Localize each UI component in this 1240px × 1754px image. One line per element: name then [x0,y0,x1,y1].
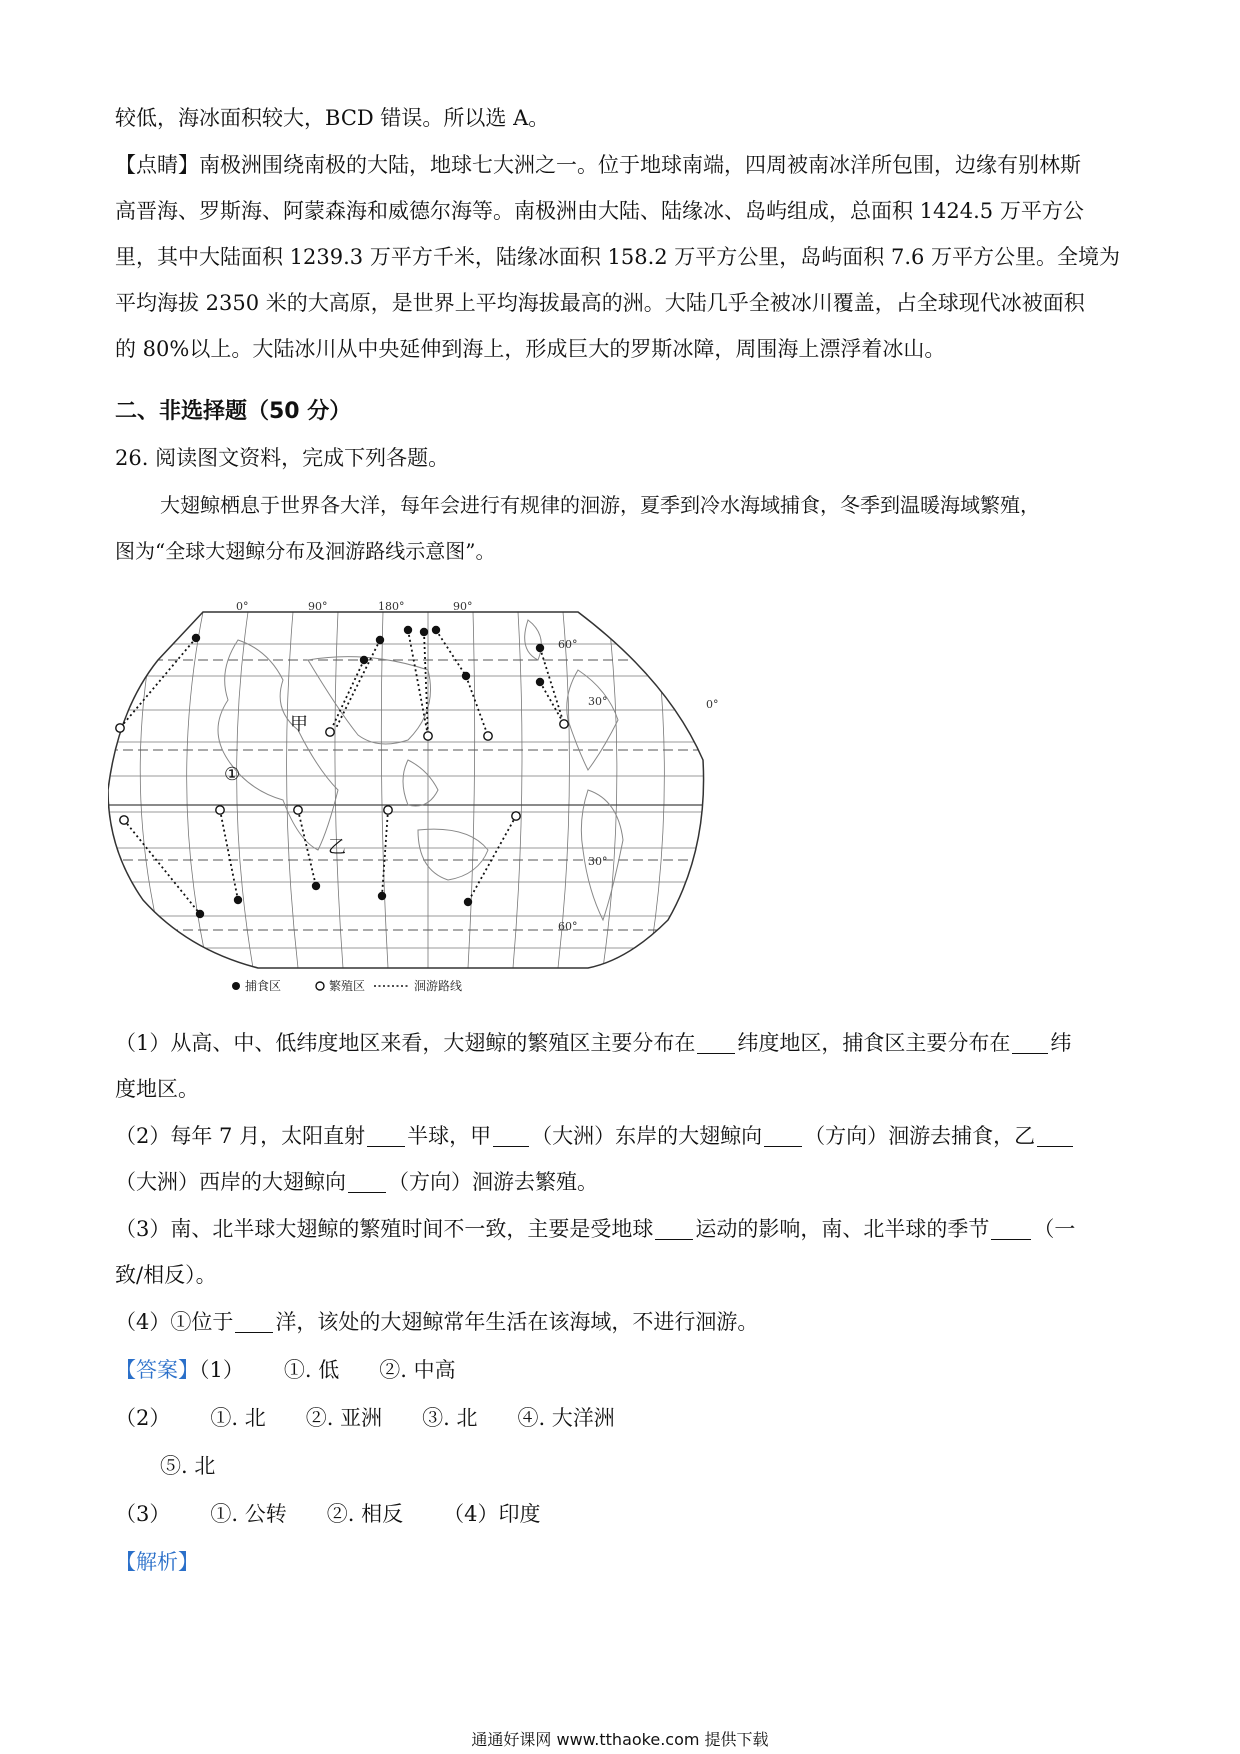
answer-num: （1） [199,1358,244,1382]
dianjing-text: 南极洲围绕南极的大陆，地球七大洲之一。位于地球南端，四周被南冰洋所包围，边缘有别林斯 [199,153,1081,177]
coastlines [218,620,623,920]
migration-route [220,810,238,900]
question-1-cont: 度地区。 [115,1077,199,1101]
feeding-legend-icon [232,982,240,990]
migration-route [408,630,428,736]
answer-item: ①. 低 [283,1358,340,1382]
answer-item: ③. 北 [422,1406,478,1430]
answer-item: ④. 大洋洲 [517,1406,615,1430]
breeding-area-dot [424,732,432,740]
migration-route [468,816,516,902]
answer-blank[interactable] [1012,1031,1048,1054]
answer-blank[interactable] [991,1217,1031,1240]
question-2-cont [115,1167,598,1197]
analysis-tag: 【解析】 [115,1550,199,1574]
text-line: 的 80%以上。大陆冰川从中央延伸到海上，形成巨大的罗斯冰障，周围海上漂浮着冰山。 [115,337,946,361]
feeding-area-dot [420,628,428,636]
answer-blank[interactable] [493,1124,529,1147]
map-legend [232,978,462,993]
answer-item: ②. 相反 [326,1502,404,1526]
text-line: 高晋海、罗斯海、阿蒙森海和威德尔海等。南极洲由大陆、陆缘冰、岛屿组成，总面积 1424.5 万平方公 [115,199,1084,223]
lat-label: 30° [588,855,608,868]
q2-text-d: （方向）洄游去捕食，乙 [804,1124,1036,1148]
lon-label: 90° [308,600,328,613]
legend-breeding: 繁殖区 [329,979,366,993]
answer-blank[interactable] [697,1031,735,1054]
q2-text-b: 半球，甲 [407,1124,492,1148]
q3-text-a: （3）南、北半球大翅鲸的繁殖时间不一致，主要是受地球 [115,1217,654,1241]
question-2 [115,1121,1075,1151]
q2-text-f: （方向）洄游去繁殖。 [388,1170,598,1194]
answer-item: ⑤. 北 [160,1454,216,1478]
q2-text-a: （2）每年 7 月，太阳直射 [115,1124,366,1148]
breeding-area-dot [384,806,392,814]
answer-blank[interactable] [1037,1124,1073,1147]
lat-label: 60° [558,920,578,933]
breeding-area-dot [326,728,334,736]
answer-blank[interactable] [764,1124,802,1147]
answer-blank[interactable] [348,1170,386,1193]
section-heading: 二、非选择题（50 分） [115,399,352,424]
dianjing-tag: 【点睛】 [115,153,199,177]
answer-blank[interactable] [655,1217,693,1240]
dianjing-line [115,150,1081,180]
answer-item: ①. 北 [210,1406,266,1430]
feeding-area-dot [464,898,472,906]
answer-line-1 [115,1355,456,1385]
question-1 [115,1028,1071,1058]
breeding-area-dot [116,724,124,732]
material-text: 大翅鲸栖息于世界各大洋，每年会进行有规律的洄游，夏季到冷水海域捕食，冬季到温暖海域繁殖， [160,493,1040,517]
label-yi: 乙 [328,837,346,858]
legend-route: 洄游路线 [414,979,463,993]
answer-line-2 [115,1403,615,1433]
question-stem: 26. 阅读图文资料，完成下列各题。 [115,446,450,470]
label-jia: 甲 [290,714,308,735]
feeding-area-dot [376,636,384,644]
feeding-area-dot [536,678,544,686]
answer-item: ②. 中高 [379,1358,456,1382]
q4-text-b: 洋，该处的大翅鲸常年生活在该海域，不进行洄游。 [275,1310,759,1334]
lat-label: 0° [706,698,719,711]
migration-routes [116,626,568,918]
migration-route [540,682,564,724]
q3-text-c: （一 [1033,1217,1076,1241]
answer-blank[interactable] [367,1124,405,1147]
q2-text-c: （大洲）东岸的大翅鲸向 [531,1124,763,1148]
q2-text-e: （大洲）西岸的大翅鲸向 [115,1170,346,1194]
feeding-area-dot [312,882,320,890]
feeding-area-dot [462,672,470,680]
lon-label: 180° [378,600,405,613]
q4-text-a: （4）①位于 [115,1310,234,1334]
legend-feeding: 捕食区 [245,979,282,993]
breeding-area-dot [512,812,520,820]
answer-blank[interactable] [235,1310,273,1333]
lon-label: 90° [453,600,473,613]
feeding-area-dot [234,896,242,904]
answer-item: ②. 亚洲 [305,1406,383,1430]
feeding-area-dot [192,634,200,642]
text-line: 较低，海冰面积较大，BCD 错误。所以选 A。 [115,106,550,130]
q3-text-b: 运动的影响，南、北半球的季节 [695,1217,990,1241]
breeding-area-dot [294,806,302,814]
q1-text-b: 纬度地区，捕食区主要分布在 [737,1031,1011,1055]
breeding-area-dot [120,816,128,824]
feeding-area-dot [360,656,368,664]
q1-text-c: 纬 [1050,1031,1072,1055]
migration-route [540,648,564,724]
feeding-area-dot [196,910,204,918]
feeding-area-dot [378,892,386,900]
answer-num: （3） [115,1502,171,1526]
question-3 [115,1214,1075,1244]
question-4 [115,1307,758,1337]
lat-label: 60° [558,638,578,651]
breeding-area-dot [560,720,568,728]
breeding-legend-icon [316,982,324,990]
answer-item: ①. 公转 [210,1502,287,1526]
breeding-area-dot [484,732,492,740]
whale-migration-map [108,600,728,1020]
migration-route [120,638,196,728]
answer-item: （4）印度 [443,1502,541,1526]
question-3-cont: 致/相反）。 [115,1263,217,1287]
q1-text-a: （1）从高、中、低纬度地区来看，大翅鲸的繁殖区主要分布在 [115,1031,696,1055]
material-text: 图为“全球大翅鲸分布及洄游路线示意图”。 [115,539,496,563]
text-line: 里，其中大陆面积 1239.3 万平方千米，陆缘冰面积 158.2 万平方公里，岛屿面积 7.6 万平方公里。全境为 [115,245,1121,269]
answer-tag: 【答案】 [115,1358,199,1382]
feeding-area-dot [404,626,412,634]
feeding-area-dot [536,644,544,652]
migration-route [436,630,488,736]
text-line: 平均海拔 2350 米的大高原，是世界上平均海拔最高的洲。大陆几乎全被冰川覆盖，占全球现代冰被面积 [115,291,1085,315]
breeding-area-dot [216,806,224,814]
feeding-area-dot [432,626,440,634]
footer-credit: 通通好课网 www.tthaoke.com 提供下载 [471,1730,769,1749]
answer-num: （2） [115,1406,171,1430]
lon-label: 0° [236,600,249,613]
answer-line-3 [115,1499,540,1529]
label-1: ① [224,764,241,785]
lat-label: 30° [588,695,608,708]
